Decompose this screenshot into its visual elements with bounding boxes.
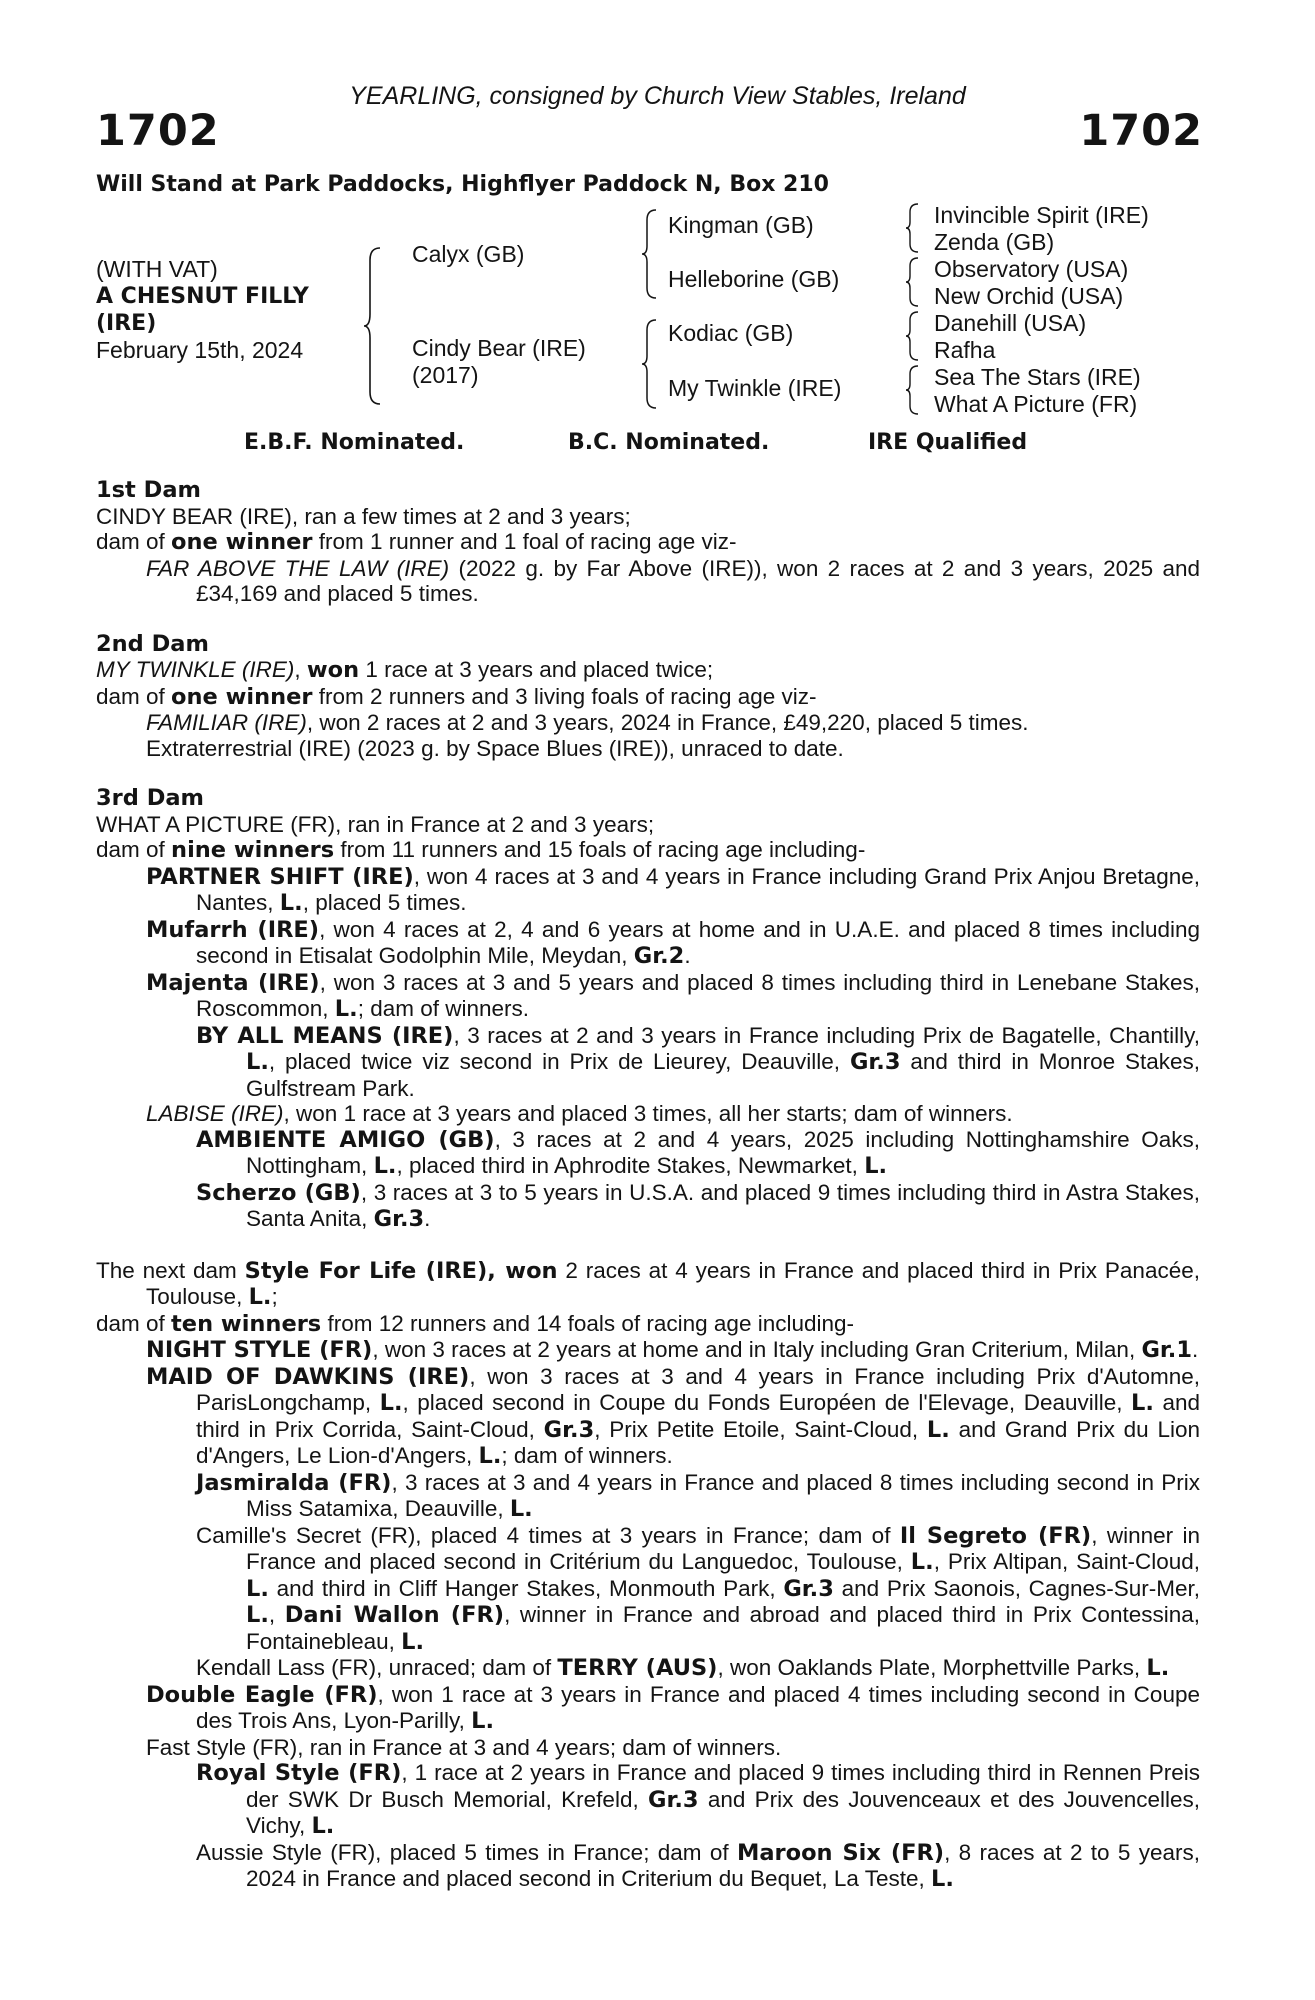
first-dam-record: CINDY BEAR (IRE), ran a few times at 2 and 3 years; bbox=[96, 503, 631, 529]
pedigree-brace-2b bbox=[640, 318, 660, 410]
vat-label: (WITH VAT) bbox=[96, 256, 218, 282]
g3-7: Sea The Stars (IRE) bbox=[934, 364, 1141, 390]
stabling-info: Will Stand at Park Paddocks, Highflyer Paddock N, Box 210 bbox=[96, 172, 829, 197]
next-dam-produce-summary: dam of ten winners from 12 runners and 14 foals of racing age including- bbox=[96, 1310, 855, 1337]
sire: Calyx (GB) bbox=[412, 241, 525, 267]
first-dam-offspring: FAR ABOVE THE LAW (IRE) (2022 g. by Far Above (IRE)), won 2 races at 2 and 3 years, 2025 and £34,169 and placed 5 times. bbox=[146, 555, 1200, 606]
third-dam-section bbox=[96, 786, 1200, 1233]
third-dam-heading: 3rd Dam bbox=[96, 785, 204, 811]
sire-sire: Kingman (GB) bbox=[668, 212, 814, 238]
next-dam-grandoffspring-4: Royal Style (FR), 1 race at 2 years in France and placed 9 times including third in Rennen Preis der SWK Dr Busch Memorial, Krefeld, Gr.3 and Prix des Jouvenceaux et des Jouvencelles, Vichy, L. bbox=[196, 1760, 1200, 1839]
foaled-date: February 15th, 2024 bbox=[96, 337, 304, 363]
pedigree-brace-2a bbox=[640, 208, 660, 300]
third-dam-record: WHAT A PICTURE (FR), ran in France at 2 and 3 years; bbox=[96, 811, 655, 837]
third-dam-grandoffspring-1: BY ALL MEANS (IRE), 3 races at 2 and 3 years in France including Prix de Bagatelle, Chantilly, L., placed twice viz second in Prix de Lieurey, Deauville, Gr.3 and third in Monroe Stakes, Gulfstream Park. bbox=[196, 1022, 1200, 1101]
dam-sire: Kodiac (GB) bbox=[668, 320, 794, 346]
third-dam-offspring-3: Majenta (IRE), won 3 races at 3 and 5 years and placed 8 times including third in Lenebane Stakes, Roscommon, L.; dam of winners. bbox=[146, 969, 1200, 1022]
second-dam-heading: 2nd Dam bbox=[96, 630, 209, 657]
horse-name: A CHESNUT FILLY bbox=[96, 284, 309, 309]
next-dam-offspring-1: NIGHT STYLE (FR), won 3 races at 2 years at home and in Italy including Gran Criterium, Milan, Gr.1. bbox=[146, 1337, 1199, 1363]
second-dam-offspring-1: FAMILIAR (IRE), won 2 races at 2 and 3 years, 2024 in France, £49,220, placed 5 times. bbox=[146, 710, 1029, 735]
dam: Cindy Bear (IRE) bbox=[412, 335, 586, 361]
second-dam-record: MY TWINKLE (IRE), won 1 race at 3 years and placed twice; bbox=[96, 657, 714, 683]
horse-name-country: (IRE) bbox=[96, 311, 157, 336]
pedigree-brace-3c bbox=[904, 310, 922, 362]
first-dam-section bbox=[96, 478, 1200, 607]
third-dam-offspring-4: LABISE (IRE), won 1 race at 3 years and placed 3 times, all her starts; dam of winners. bbox=[146, 1101, 1013, 1126]
pedigree-brace-1 bbox=[362, 246, 386, 406]
catalogue-body bbox=[96, 478, 1200, 1893]
third-dam-offspring-2: Mufarrh (IRE), won 4 races at 2, 4 and 6 years at home and in U.A.E. and placed 8 times including second in Etisalat Godolphin Mile, Meydan, Gr.2. bbox=[146, 916, 1200, 969]
first-dam-heading: 1st Dam bbox=[96, 477, 201, 503]
next-dam-section bbox=[96, 1258, 1200, 1893]
g3-6: Rafha bbox=[934, 337, 996, 363]
dam-year: (2017) bbox=[412, 362, 479, 388]
next-dam-record: The next dam Style For Life (IRE), won 2 races at 4 years in France and placed third in Prix Panacée, Toulouse, L.; bbox=[96, 1257, 1200, 1310]
pedigree-brace-3b bbox=[904, 256, 922, 308]
lot-number-left: 1702 bbox=[96, 106, 220, 156]
ebf-nominated: E.B.F. Nominated. bbox=[244, 430, 465, 455]
ire-qualified: IRE Qualified bbox=[868, 430, 1028, 455]
next-dam-grandoffspring-2: Camille's Secret (FR), placed 4 times at 3 years in France; dam of Il Segreto (FR), winner in France and placed second in Critérium du Languedoc, Toulouse, L., Prix Altipan, Saint-Cloud, L. and third in Cliff Hanger Stakes, Monmouth Park, Gr.3 and Prix Saonois, Cagnes-Sur-Mer, L., Dani Wallon (FR), winner in France and abroad and placed third in Prix Contessina, Fontainebleau, L. bbox=[196, 1522, 1201, 1655]
next-dam-offspring-2: MAID OF DAWKINS (IRE), won 3 races at 3 and 4 years in France including Prix d'Automne, ParisLongchamp, L., placed second in Coupe du Fonds Européen de l'Elevage, Deauville, L. and third in Prix Corrida, Saint-Cloud, Gr.3, Prix Petite Etoile, Saint-Cloud, L. and Grand Prix du Lion d'Angers, Le Lion-d'Angers, L.; dam of winners. bbox=[146, 1363, 1200, 1469]
bc-nominated: B.C. Nominated. bbox=[568, 430, 770, 455]
sire-dam: Helleborine (GB) bbox=[668, 266, 840, 292]
third-dam-grandoffspring-3: Scherzo (GB), 3 races at 3 to 5 years in U.S.A. and placed 9 times including third in Astra Stakes, Santa Anita, Gr.3. bbox=[196, 1179, 1200, 1232]
lot-number-right: 1702 bbox=[1079, 106, 1203, 156]
g3-4: New Orchid (USA) bbox=[934, 283, 1124, 309]
g3-3: Observatory (USA) bbox=[934, 256, 1129, 282]
next-dam-offspring-3: Double Eagle (FR), won 1 race at 3 years in France and placed 4 times including second in Coupe des Trois Ans, Lyon-Parilly, L. bbox=[146, 1681, 1200, 1734]
next-dam-grandoffspring-5: Aussie Style (FR), placed 5 times in France; dam of Maroon Six (FR), 8 races at 2 to 5 years, 2024 in France and placed second in Criterium du Bequet, La Teste, L. bbox=[196, 1839, 1200, 1892]
first-dam-produce-summary: dam of one winner from 1 runner and 1 foal of racing age viz- bbox=[96, 529, 737, 555]
pedigree-brace-3d bbox=[904, 364, 922, 416]
g3-2: Zenda (GB) bbox=[934, 229, 1055, 255]
dam-dam: My Twinkle (IRE) bbox=[668, 375, 842, 401]
g3-1: Invincible Spirit (IRE) bbox=[934, 202, 1149, 228]
g3-5: Danehill (USA) bbox=[934, 310, 1087, 336]
next-dam-offspring-4: Fast Style (FR), ran in France at 3 and 4 years; dam of winners. bbox=[146, 1734, 782, 1760]
next-dam-grandoffspring-1: Jasmiralda (FR), 3 races at 3 and 4 years in France and placed 8 times including second in Prix Miss Satamixa, Deauville, L. bbox=[196, 1469, 1201, 1522]
second-dam-section bbox=[96, 632, 1200, 762]
second-dam-offspring-2: Extraterrestrial (IRE) (2023 g. by Space Blues (IRE)), unraced to date. bbox=[146, 735, 844, 761]
third-dam-produce-summary: dam of nine winners from 11 runners and 15 foals of racing age including- bbox=[96, 837, 866, 863]
consignor-line: YEARLING, consigned by Church View Stables, Ireland bbox=[349, 82, 966, 110]
next-dam-grandoffspring-3: Kendall Lass (FR), unraced; dam of TERRY (AUS), won Oaklands Plate, Morphettville Parks, L. bbox=[196, 1655, 1170, 1681]
third-dam-offspring-1: PARTNER SHIFT (IRE), won 4 races at 3 and 4 years in France including Grand Prix Anjou Bretagne, Nantes, L., placed 5 times. bbox=[146, 863, 1200, 916]
second-dam-produce-summary: dam of one winner from 2 runners and 3 living foals of racing age viz- bbox=[96, 683, 817, 710]
g3-8: What A Picture (FR) bbox=[934, 391, 1138, 417]
third-dam-grandoffspring-2: AMBIENTE AMIGO (GB), 3 races at 2 and 4 years, 2025 including Nottinghamshire Oaks, Nottingham, L., placed third in Aphrodite Stakes, Newmarket, L. bbox=[196, 1126, 1200, 1179]
pedigree-brace-3a bbox=[904, 202, 922, 254]
